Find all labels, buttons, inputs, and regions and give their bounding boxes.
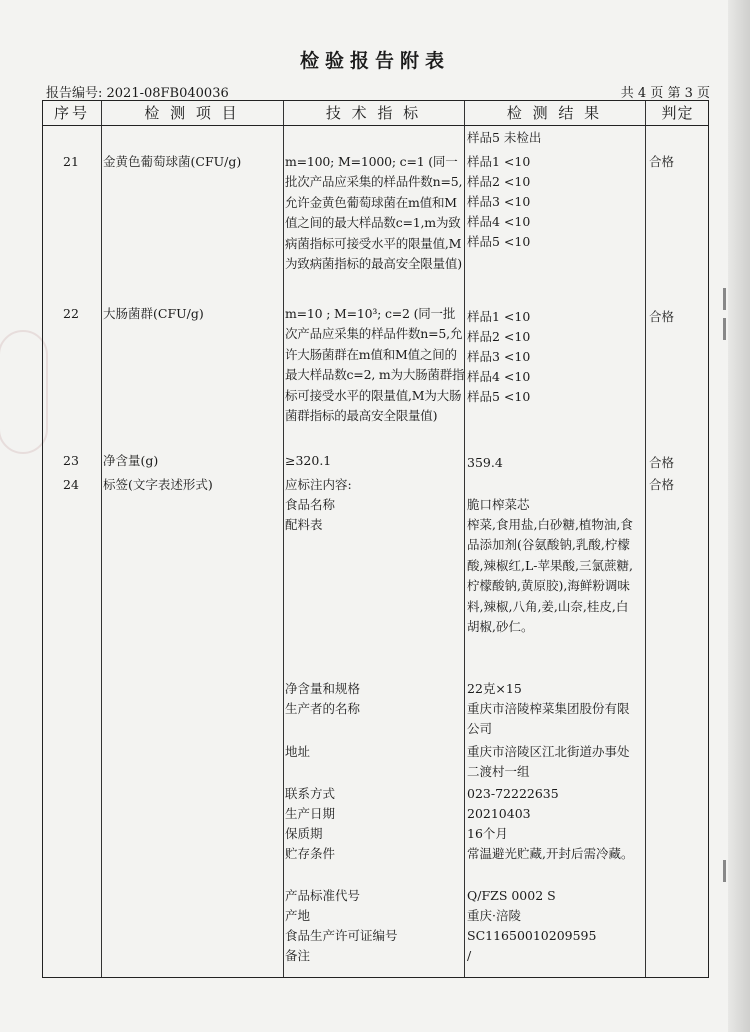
result-line: 样品3 <10 [467, 194, 531, 209]
label-field-name: 联系方式 [285, 786, 336, 801]
label-field-value: 榨菜,食用盐,白砂糖,植物油,食品添加剂(谷氨酸钠,乳酸,柠檬酸,辣椒红,L-苹果酸,三氯蔗糖,柠檬酸钠,黄原胶),海鲜粉调味料,辣椒,八角,姜,山奈,桂皮,白胡椒,砂仁。 [467, 517, 633, 635]
label-field-value: 重庆·涪陵 [467, 908, 521, 923]
label-field-name: 生产日期 [285, 806, 336, 821]
result-line: 样品1 <10 [467, 154, 531, 169]
label-field-value: 脆口榨菜芯 [467, 497, 530, 512]
result-line: 样品5 <10 [467, 389, 531, 404]
label-field-name: 贮存条件 [285, 846, 336, 861]
test-item: 大肠菌群(CFU/g) [103, 306, 204, 321]
test-item: 金黄色葡萄球菌(CFU/g) [103, 154, 242, 169]
label-field-name: 产品标准代号 [285, 888, 361, 903]
spec-heading: 应标注内容: [285, 477, 352, 492]
binding-mark [723, 860, 726, 882]
label-field-value: 16个月 [467, 826, 508, 841]
label-field-name: 产地 [285, 908, 311, 923]
judgement: 合格 [649, 455, 675, 470]
result-line: 样品1 <10 [467, 309, 531, 324]
label-field-name: 备注 [285, 948, 311, 963]
result-line: 样品2 <10 [467, 329, 531, 344]
page-number: 共 4 页 第 3 页 [620, 86, 710, 101]
result-value: 359.4 [467, 455, 503, 470]
label-field-value: 22克×15 [467, 681, 522, 696]
page-edge-shadow [728, 0, 750, 1032]
label-field-name: 配料表 [285, 517, 323, 532]
judgement: 合格 [649, 309, 675, 324]
row-number: 23 [63, 453, 79, 468]
result-line: 样品4 <10 [467, 369, 531, 384]
label-field-name: 地址 [285, 744, 311, 759]
technical-spec: m=100; M=1000; c=1 (同一批次产品应采集的样品件数n=5,允许金黄色葡萄球菌在m值和M值之间的最大样品数c=1,m为致病菌指标可接受水平的限量值,M为致病菌指标的最高安全限量值) [285, 154, 463, 272]
label-field-value: 重庆市涪陵区江北街道办事处二渡村一组 [467, 744, 630, 780]
judgement: 合格 [649, 154, 675, 169]
header-no: 序号 [53, 104, 90, 122]
label-field-value: 常温避光贮藏,开封后需冷藏。 [467, 846, 634, 861]
binding-mark [723, 288, 726, 310]
result-line: 样品5 未检出 [467, 130, 542, 145]
result-line: 样品3 <10 [467, 349, 531, 364]
technical-spec: m=10 ; M=10³; c=2 (同一批次产品应采集的样品件数n=5,允许大肠菌群在m值和M值之间的最大样品数c=2, m为大肠菌群指标可接受水平的限量值,M为大肠菌群指标的最高安全限量值) [285, 306, 465, 424]
label-field-value: 重庆市涪陵榨菜集团股份有限公司 [467, 701, 630, 737]
result-line: 样品2 <10 [467, 174, 531, 189]
page-title: 检验报告附表 [299, 50, 450, 72]
row-number: 24 [63, 477, 79, 492]
label-field-value: Q/FZS 0002 S [467, 888, 556, 903]
row-number: 22 [63, 306, 79, 321]
technical-spec: ≥320.1 [285, 453, 332, 468]
judgement: 合格 [649, 477, 675, 492]
label-field-name: 净含量和规格 [285, 681, 361, 696]
header-judge: 判定 [661, 104, 694, 122]
label-field-name: 生产者的名称 [285, 701, 361, 716]
binding-mark [723, 318, 726, 340]
label-field-name: 食品名称 [285, 497, 336, 512]
test-item: 标签(文字表述形式) [103, 477, 213, 492]
report-number: 报告编号: 2021-08FB040036 [46, 86, 229, 101]
faded-seal-stamp [0, 330, 48, 454]
label-field-name: 食品生产许可证编号 [285, 928, 398, 943]
test-item: 净含量(g) [103, 453, 159, 468]
label-field-value: SC11650010209595 [467, 928, 597, 943]
label-field-name: 保质期 [285, 826, 323, 841]
result-line: 样品4 <10 [467, 214, 531, 229]
inspection-table [42, 100, 709, 978]
header-item: 检 测 项 目 [144, 104, 240, 122]
label-field-value: / [467, 948, 472, 963]
label-field-value: 023-72222635 [467, 786, 559, 801]
result-line: 样品5 <10 [467, 234, 531, 249]
header-result: 检 测 结 果 [506, 104, 603, 122]
row-number: 21 [63, 154, 79, 169]
label-field-value: 20210403 [467, 806, 531, 821]
header-spec: 技 术 指 标 [325, 104, 422, 122]
